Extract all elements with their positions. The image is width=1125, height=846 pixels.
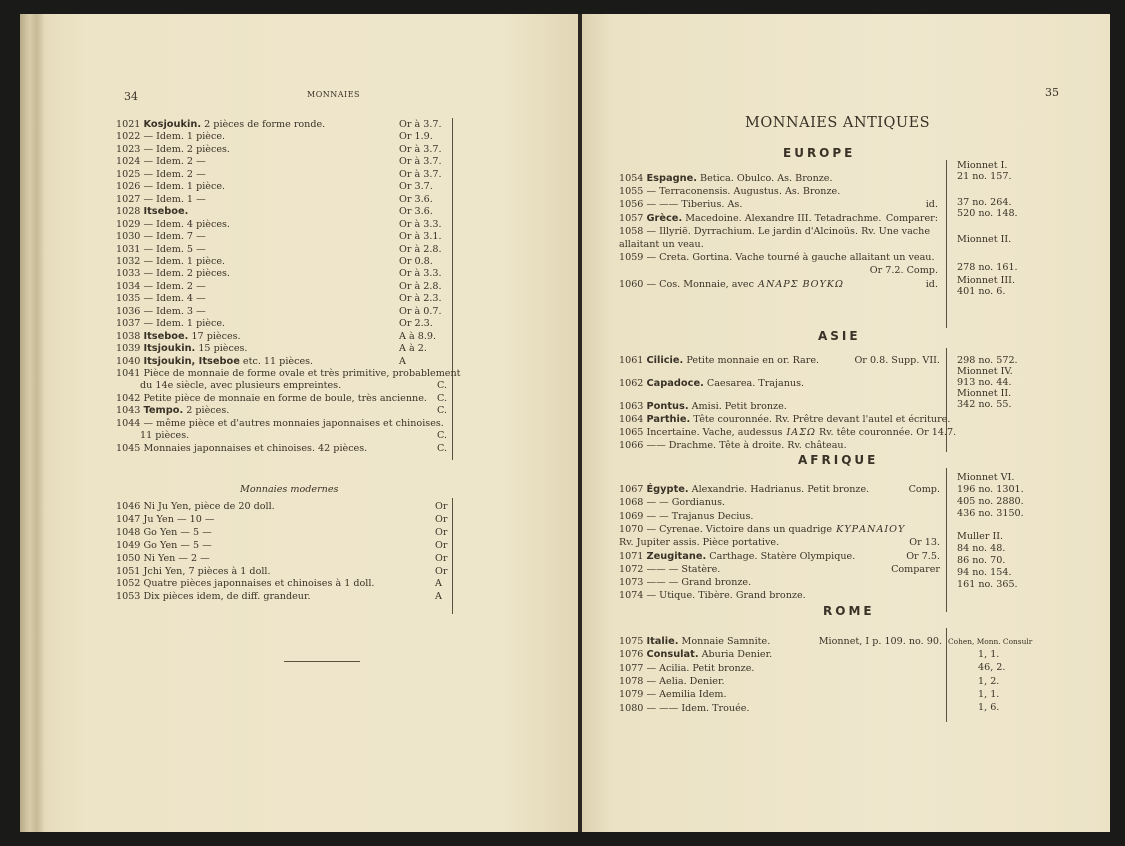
- entry-row: [619, 212, 881, 225]
- reference: 196 no. 1301.: [957, 484, 1024, 495]
- entry-number: 1055: [619, 186, 647, 198]
- entry-number: 1062: [619, 378, 647, 389]
- entry-metal: A à 2.: [399, 343, 427, 355]
- entry-title: Capadoce.: [646, 378, 704, 389]
- entry-metal: Comparer:: [885, 212, 938, 224]
- entry-metal: Or à 3.7.: [399, 156, 442, 168]
- entry-text: du 14e siècle, avec plusieurs empreintes.: [140, 380, 342, 392]
- entry-text: — Idem. 1 —: [143, 193, 206, 205]
- entry-number: 1068: [619, 497, 647, 509]
- entry-number: 1065: [619, 427, 647, 438]
- entry-text: — Aemilia Idem.: [646, 689, 727, 701]
- entry-number: 1048: [116, 526, 144, 538]
- entry-text: — Idem. 1 pièce.: [143, 255, 226, 267]
- reference: Muller II.: [957, 531, 1004, 542]
- entry-number: 1050: [116, 552, 144, 564]
- entry-row: [619, 185, 840, 198]
- entry-text: 2 pièces.: [183, 405, 230, 417]
- entry-text: Petite monnaie en or. Rare.: [683, 355, 820, 366]
- entry-text: Monnaies japonnaises et chinoises. 42 pièces.: [143, 442, 368, 454]
- entry-number: 1064: [619, 414, 647, 425]
- entry-title: Espagne.: [646, 173, 697, 184]
- entry-metal: Or à 3.1.: [399, 231, 442, 243]
- reference: 161 no. 365.: [957, 579, 1018, 590]
- entry-row: [116, 130, 225, 143]
- entry-row: [619, 662, 754, 675]
- entry-text: Incertaine. Vache, audessus: [646, 427, 783, 438]
- entry-text: — Acilia. Petit bronze.: [646, 662, 755, 674]
- reference: 1, 2.: [978, 676, 1000, 687]
- page-number: 35: [1045, 86, 1059, 99]
- entry-text: — Idem. 2 —: [143, 280, 206, 292]
- entry-row: [116, 500, 275, 513]
- entry-row: [619, 238, 704, 251]
- entry-metal: Comp.: [908, 484, 940, 495]
- entry-row: [619, 426, 956, 439]
- entry-number: 1039: [116, 343, 144, 355]
- entry-text: Ni Yen — 2 —: [143, 552, 210, 564]
- entry-row: [116, 392, 427, 405]
- entry-metal: Or à 3.3.: [399, 218, 442, 230]
- entry-metal: Or à 3.7.: [399, 168, 442, 180]
- entry-metal: Or 3.6.: [399, 193, 433, 205]
- entry-title: Italie.: [646, 636, 679, 647]
- entry-text: —— Drachme. Tête à droite. Rv. château.: [646, 440, 847, 451]
- entry-title: Consulat.: [646, 649, 699, 661]
- entry-row: [116, 442, 367, 455]
- entry-row: [619, 400, 787, 413]
- entry-row: [116, 526, 212, 539]
- entry-number: 1073: [619, 577, 647, 589]
- entry-metal: Or 0.8.: [399, 255, 433, 267]
- entry-metal: Or: [435, 565, 448, 577]
- reference: Mionnet VI.: [957, 472, 1015, 483]
- entry-metal: Or à 3.7.: [399, 143, 442, 155]
- entry-row: [116, 305, 206, 318]
- entry-number: 1067: [619, 484, 647, 495]
- entry-text: — Cyrenae. Victoire dans un quadrige: [646, 523, 833, 535]
- entry-number: 1029: [116, 218, 144, 230]
- entry-number: 1025: [116, 168, 144, 180]
- entry-title: Itsjoukin.: [143, 343, 196, 355]
- entry-row: [619, 354, 819, 367]
- entry-row: [116, 155, 206, 168]
- reference: 1, 6.: [978, 702, 1000, 713]
- entry-number: 1061: [619, 355, 647, 366]
- right-page: [582, 14, 1110, 832]
- entry-metal: Or: [435, 513, 448, 525]
- entry-text: Go Yen — 5 —: [143, 526, 212, 538]
- entry-row: [619, 550, 855, 563]
- entry-title: Kosjoukin.: [143, 119, 202, 130]
- entry-metal: Or à 2.8.: [399, 280, 442, 292]
- entry-row: [619, 483, 869, 496]
- greek-legend: ΙΑΣΩ: [782, 427, 816, 438]
- entry-row: [116, 317, 225, 330]
- entry-number: 1077: [619, 662, 647, 674]
- entry-metal: id.: [925, 199, 938, 211]
- entry-title: Itseboe.: [143, 206, 189, 218]
- entry-metal: Or à 2.3.: [399, 293, 442, 305]
- entry-metal: C.: [437, 380, 448, 392]
- entry-text: — Idem. 4 pièces.: [143, 218, 230, 230]
- entry-metal: C.: [437, 442, 448, 454]
- reference: 278 no. 161.: [957, 262, 1018, 273]
- entry-title: Tempo.: [143, 405, 184, 417]
- entry-row: [116, 590, 311, 603]
- entry-number: 1036: [116, 305, 144, 317]
- entry-row: [116, 267, 230, 280]
- entry-metal: Or: [435, 526, 448, 538]
- entry-row: [619, 635, 770, 648]
- entry-row: [116, 330, 241, 343]
- entry-number: 1026: [116, 181, 144, 193]
- entry-number: 1053: [116, 591, 144, 603]
- entry-number: 1043: [116, 405, 144, 417]
- reference-rule: [946, 628, 947, 722]
- reference-rule: [946, 468, 947, 612]
- entry-number: 1049: [116, 539, 144, 551]
- entry-row: [116, 243, 206, 256]
- entry-metal: C.: [437, 392, 448, 404]
- entry-text: Jchi Yen, 7 pièces à 1 doll.: [143, 565, 271, 577]
- entry-text: — Cos. Monnaie, avec: [646, 278, 754, 290]
- entry-text: — Idem. 1 pièce.: [143, 181, 226, 193]
- reference: Mionnet II.: [957, 388, 1012, 399]
- entry-text: 17 pièces.: [188, 330, 241, 342]
- entry-row: [116, 342, 247, 355]
- entry-number: 1033: [116, 268, 144, 280]
- entry-title: Zeugitane.: [646, 550, 707, 562]
- reference: 1, 1.: [978, 689, 1000, 700]
- entry-number: 1027: [116, 193, 144, 205]
- entry-title: Itseboe.: [143, 330, 189, 342]
- entry-title: Égypte.: [646, 484, 689, 495]
- entry-text: — Terraconensis. Augustus. As. Bronze.: [646, 186, 841, 198]
- entry-number: 1034: [116, 280, 144, 292]
- entry-row: [116, 292, 206, 305]
- entry-row: [116, 193, 206, 206]
- entry-row: [116, 404, 229, 417]
- entry-text: Rv. Jupiter assis. Pièce portative.: [619, 537, 780, 549]
- entry-number: 1054: [619, 173, 647, 184]
- entry-metal: id.: [925, 278, 938, 290]
- entry-number: 1057: [619, 212, 647, 224]
- entry-row: [619, 688, 727, 701]
- reference: 86 no. 70.: [957, 555, 1006, 566]
- page-number: 34: [124, 90, 138, 103]
- entry-text: — Idem. 2 —: [143, 168, 206, 180]
- entry-text: 2 pièces de forme ronde.: [201, 119, 326, 130]
- entry-metal: A à 8.9.: [399, 330, 437, 342]
- entry-number: 1046: [116, 501, 144, 512]
- entry-text: Macedoine. Alexandre III. Tetadrachme.: [682, 212, 882, 224]
- reference: 37 no. 264.: [957, 197, 1012, 208]
- entry-number: 1032: [116, 255, 144, 267]
- section-heading: ASIE: [818, 329, 861, 343]
- entry-metal: C.: [437, 405, 448, 417]
- entry-row: [619, 589, 806, 602]
- entry-text: — —— Idem. Trouée.: [646, 702, 750, 714]
- column-rule: [452, 498, 453, 614]
- entry-text: Rv. tête couronnée. Or 14.7.: [815, 427, 957, 438]
- entry-number: 1075: [619, 636, 647, 647]
- entry-text: Petite pièce de monnaie en forme de boule, très ancienne.: [143, 392, 427, 404]
- entry-number: 1071: [619, 550, 647, 562]
- entry-row: [116, 218, 230, 231]
- entry-number: 1038: [116, 330, 144, 342]
- entry-text: — — Trajanus Decius.: [646, 510, 754, 522]
- entry-row: [116, 577, 374, 590]
- end-rule: [284, 661, 360, 662]
- entry-number: 1041: [116, 368, 144, 379]
- entry-row: [116, 539, 212, 552]
- entry-metal: A: [399, 355, 406, 367]
- entry-row: [116, 367, 461, 380]
- entry-number: 1021: [116, 119, 144, 130]
- entry-number: 1047: [116, 513, 144, 525]
- entry-row: [619, 702, 750, 715]
- entry-title: Itsjoukin, Itseboe: [143, 355, 240, 367]
- section-heading: Monnaies modernes: [240, 484, 339, 495]
- entry-row: [116, 565, 271, 578]
- entry-text: — Idem. 2 pièces.: [143, 143, 230, 155]
- entry-row: [619, 523, 905, 536]
- entry-row: [619, 377, 804, 390]
- entry-text: Caesarea. Trajanus.: [703, 378, 805, 389]
- reference: 405 no. 2880.: [957, 496, 1024, 507]
- entry-number: 1040: [116, 355, 144, 367]
- entry-metal: Or à 0.7.: [399, 305, 442, 317]
- entry-row: [116, 168, 206, 181]
- reference: 520 no. 148.: [957, 208, 1018, 219]
- entry-text: Dix pièces idem, de diff. grandeur.: [143, 591, 311, 603]
- entry-text: — Idem. 5 —: [143, 243, 206, 255]
- entry-text: Amisi. Petit bronze.: [688, 401, 787, 412]
- entry-text: — —— Tiberius. As.: [646, 199, 743, 211]
- entry-text: 11 pièces.: [140, 430, 190, 442]
- entry-number: 1076: [619, 649, 647, 661]
- entry-number: 1074: [619, 590, 647, 602]
- greek-legend: ΑΝΑΡΣ ΒΟΥΚΩ: [753, 278, 844, 290]
- entry-number: 1051: [116, 565, 144, 577]
- entry-number: 1031: [116, 243, 144, 255]
- entry-row: [116, 417, 444, 430]
- entry-row: [619, 648, 772, 661]
- entry-metal: Or 0.8. Supp. VII.: [854, 355, 940, 366]
- entry-row: [116, 280, 206, 293]
- reference: 401 no. 6.: [957, 286, 1006, 297]
- entry-metal: Mionnet, I p. 109. no. 90.: [818, 636, 942, 647]
- column-rule: [452, 118, 453, 460]
- entry-metal: Or 2.3.: [399, 318, 433, 330]
- entry-number: 1045: [116, 442, 144, 454]
- page-title: MONNAIES ANTIQUES: [745, 115, 931, 131]
- entry-text: — — Gordianus.: [646, 497, 726, 509]
- entry-number: 1059: [619, 252, 647, 264]
- reference-rule: [946, 160, 947, 328]
- entry-text: Aburia Denier.: [698, 649, 773, 661]
- entry-row: [619, 563, 720, 576]
- entry-row: [619, 413, 950, 426]
- entry-text: — Idem. 4 —: [143, 293, 206, 305]
- reference: 342 no. 55.: [957, 399, 1012, 410]
- reference: 298 no. 572.: [957, 355, 1018, 366]
- entry-number: 1052: [116, 578, 144, 590]
- entry-text: — Idem. 2 —: [143, 156, 206, 168]
- entry-metal: Or à 3.3.: [399, 268, 442, 280]
- entry-metal: Or 3.7.: [399, 181, 433, 193]
- entry-text: — Idem. 1 pièce.: [143, 318, 226, 330]
- entry-text: Pièce de monnaie de forme ovale et très primitive, probablement: [143, 368, 461, 379]
- entry-text: 15 pièces.: [195, 343, 248, 355]
- reference: Mionnet I.: [957, 160, 1008, 171]
- entry-text: — Utique. Tibère. Grand bronze.: [646, 590, 806, 602]
- entry-number: 1044: [116, 417, 144, 429]
- entry-row: [619, 225, 930, 238]
- entry-text: Tête couronnée. Rv. Prêtre devant l'autel et écriture.: [690, 414, 951, 425]
- entry-title: Cilicie.: [646, 355, 684, 366]
- entry-text: Ju Yen — 10 —: [143, 513, 215, 525]
- section-heading: EUROPE: [783, 146, 856, 160]
- reference: 94 no. 154.: [957, 567, 1012, 578]
- entry-metal: Or 1.9.: [399, 131, 433, 143]
- entry-metal: Or à 3.7.: [399, 119, 442, 130]
- entry-row: [116, 255, 225, 268]
- entry-text: Quatre pièces japonnaises et chinoises à 1 doll.: [143, 578, 375, 590]
- reference: Mionnet III.: [957, 275, 1016, 286]
- entry-text: — Idem. 2 pièces.: [143, 268, 230, 280]
- section-heading: ROME: [823, 604, 875, 618]
- entry-row: [619, 510, 753, 523]
- entry-row: [619, 576, 751, 589]
- entry-text: —— — Grand bronze.: [646, 577, 752, 589]
- entry-number: 1078: [619, 675, 647, 687]
- reference: 1, 1.: [978, 649, 1000, 660]
- entry-text: Go Yen — 5 —: [143, 539, 212, 551]
- entry-text: Ni Ju Yen, pièce de 20 doll.: [143, 501, 275, 512]
- entry-metal: Or 7.2. Comp.: [869, 265, 938, 277]
- entry-text: Carthage. Statère Olympique.: [706, 550, 856, 562]
- entry-number: 1035: [116, 293, 144, 305]
- entry-title: Pontus.: [646, 401, 689, 412]
- entry-row: [619, 496, 725, 509]
- entry-metal: Or: [435, 552, 448, 564]
- entry-text: Betica. Obulco. As. Bronze.: [696, 173, 833, 184]
- entry-number: 1066: [619, 440, 647, 451]
- entry-title: Parthie.: [646, 414, 691, 425]
- entry-number: 1060: [619, 278, 647, 290]
- entry-number: 1070: [619, 523, 647, 535]
- left-page: [44, 14, 578, 832]
- entry-metal: Or 3.6.: [399, 206, 433, 218]
- entry-text: Monnaie Samnite.: [678, 636, 771, 647]
- entry-text: — Idem. 7 —: [143, 231, 206, 243]
- entry-text: etc. 11 pièces.: [239, 355, 314, 367]
- entry-metal: A: [435, 591, 442, 603]
- entry-number: 1058: [619, 225, 647, 237]
- entry-number: 1028: [116, 206, 144, 218]
- entry-row: [619, 198, 742, 211]
- entry-metal: Comparer: [891, 563, 940, 575]
- entry-number: 1079: [619, 689, 647, 701]
- entry-metal: A: [435, 578, 442, 590]
- reference: 436 no. 3150.: [957, 508, 1024, 519]
- entry-row: [116, 513, 214, 526]
- greek-legend: ΚΥΡΑΝΑΙΟΥ: [832, 523, 906, 535]
- entry-row: [116, 230, 206, 243]
- section-heading: AFRIQUE: [798, 453, 879, 467]
- entry-number: 1037: [116, 318, 144, 330]
- entry-text: — Aelia. Denier.: [646, 675, 725, 687]
- entry-row: [619, 172, 833, 185]
- entry-row: [116, 355, 313, 368]
- entry-row: [619, 278, 844, 291]
- entry-text: Alexandrie. Hadrianus. Petit bronze.: [688, 484, 870, 495]
- entry-title: Grèce.: [646, 212, 683, 224]
- reference: Mionnet II.: [957, 234, 1012, 245]
- entry-row: [116, 143, 230, 156]
- entry-text: allaitant un veau.: [619, 239, 704, 250]
- entry-row: [116, 552, 210, 565]
- entry-row: [619, 251, 935, 264]
- entry-row: [116, 118, 325, 131]
- entry-metal: Or 13.: [909, 537, 940, 549]
- reference: 913 no. 44.: [957, 377, 1012, 388]
- entry-number: 1042: [116, 392, 144, 404]
- entry-text: — Illyrië. Dyrrachium. Le jardin d'Alcinoüs. Rv. Une vache: [646, 225, 931, 237]
- entry-text: — Creta. Gortina. Vache tourné à gauche allaitant un veau.: [646, 252, 935, 264]
- entry-metal: Or: [435, 501, 448, 512]
- running-head: MONNAIES: [307, 90, 361, 99]
- entry-number: 1023: [116, 143, 144, 155]
- entry-row: [116, 205, 188, 218]
- entry-number: 1022: [116, 131, 144, 143]
- entry-text: — Idem. 3 —: [143, 305, 206, 317]
- entry-text: — Idem. 1 pièce.: [143, 131, 226, 143]
- entry-text: —— — Statère.: [646, 563, 721, 575]
- entry-row: [619, 675, 725, 688]
- entry-number: 1024: [116, 156, 144, 168]
- reference-heading: Cohen, Monn. Consulr: [948, 637, 1033, 646]
- reference: Mionnet IV.: [957, 366, 1013, 377]
- book-edge-left: [20, 14, 44, 832]
- entry-text: — même pièce et d'autres monnaies japonnaises et chinoises.: [143, 417, 444, 429]
- entry-number: 1069: [619, 510, 647, 522]
- entry-metal: Or: [435, 539, 448, 551]
- entry-metal: C.: [437, 430, 448, 442]
- entry-number: 1030: [116, 231, 144, 243]
- entry-row: [619, 439, 847, 452]
- entry-row: [116, 180, 225, 193]
- entry-number: 1072: [619, 563, 647, 575]
- entry-row: [619, 536, 779, 549]
- entry-number: 1056: [619, 199, 647, 211]
- entry-number: 1063: [619, 401, 647, 412]
- entry-number: 1080: [619, 702, 647, 714]
- entry-metal: Or à 2.8.: [399, 243, 442, 255]
- reference: 84 no. 48.: [957, 543, 1006, 554]
- entry-metal: Or 7.5.: [906, 550, 940, 562]
- reference: 46, 2.: [978, 662, 1006, 673]
- reference: 21 no. 157.: [957, 171, 1012, 182]
